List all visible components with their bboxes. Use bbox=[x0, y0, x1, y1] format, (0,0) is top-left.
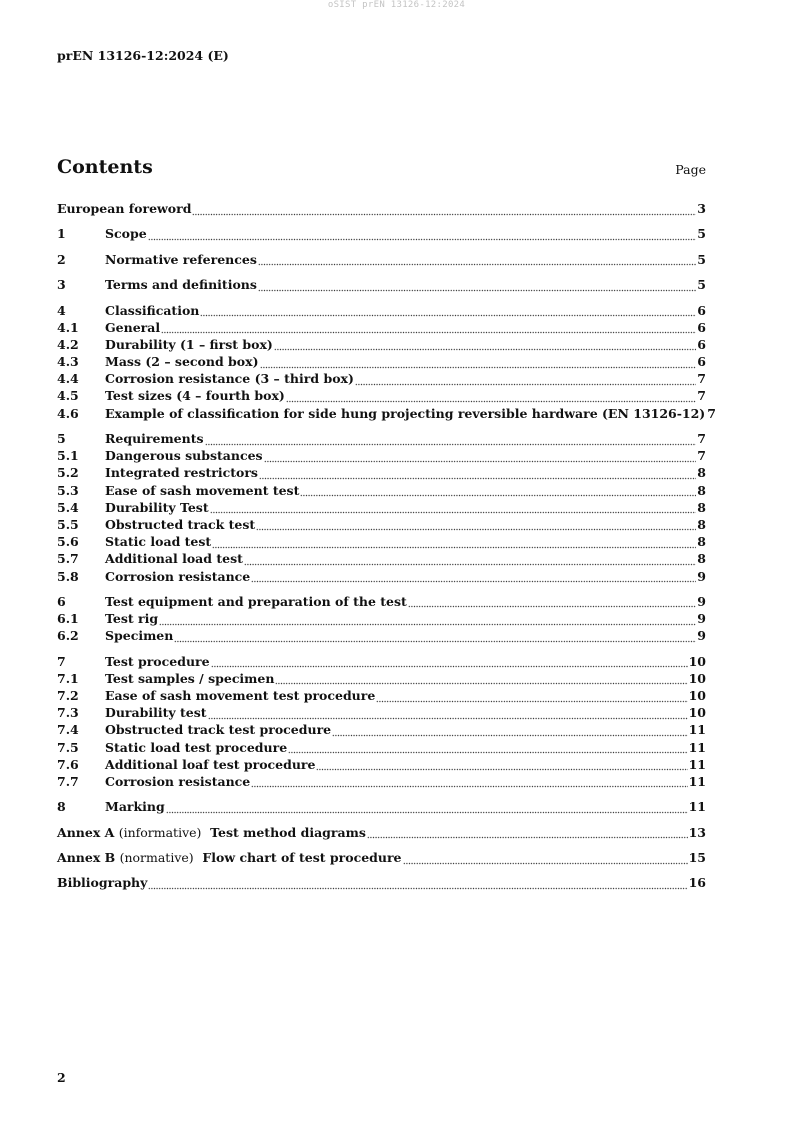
contents-heading: Contents bbox=[57, 156, 153, 178]
toc-entry-foreword[interactable]: European foreword 3 bbox=[57, 201, 706, 216]
toc-entry-3[interactable]: 3 Terms and definitions 5 bbox=[57, 277, 706, 293]
toc-entry-5-6[interactable]: 5.6 Static load test 8 bbox=[57, 534, 706, 550]
page-number: 2 bbox=[57, 1070, 66, 1085]
toc-entry-5[interactable]: 5 Requirements 7 bbox=[57, 431, 706, 446]
toc-entry-5-2[interactable]: 5.2 Integrated restrictors 8 bbox=[57, 465, 706, 481]
toc-entry-7[interactable]: 7 Test procedure 10 bbox=[57, 653, 706, 669]
toc-entry-5-1[interactable]: 5.1 Dangerous substances 7 bbox=[57, 448, 706, 464]
table-of-contents bbox=[57, 200, 716, 892]
toc-entry-5-4[interactable]: 5.4 Durability Test 8 bbox=[57, 499, 706, 515]
page-column-label: Page bbox=[675, 162, 706, 177]
toc-entry-6-2[interactable]: 6.2 Specimen 9 bbox=[57, 628, 706, 644]
toc-entry-1[interactable]: 1 Scope 5 bbox=[57, 226, 706, 242]
toc-entry-7-1[interactable]: 7.1 Test samples / specimen 10 bbox=[57, 670, 706, 686]
toc-entry-4-6[interactable]: 4.6 Example of classification for side hung projecting reversible hardware (EN 13126-12) 7 bbox=[57, 405, 716, 421]
toc-entry-7-2[interactable]: 7.2 Ease of sash movement test procedure 10 bbox=[57, 688, 706, 703]
toc-entry-4-5[interactable]: 4.5 Test sizes (4 – fourth box) 7 bbox=[57, 388, 706, 404]
toc-entry-5-8[interactable]: 5.8 Corrosion resistance 9 bbox=[57, 568, 706, 584]
toc-entry-5-3[interactable]: 5.3 Ease of sash movement test 8 bbox=[57, 482, 706, 498]
toc-entry-4-4[interactable]: 4.4 Corrosion resistance (3 – third box) 7 bbox=[57, 371, 706, 387]
toc-entry-7-6[interactable]: 7.6 Additional loaf test procedure 11 bbox=[57, 756, 706, 772]
toc-entry-4[interactable]: 4 Classification 6 bbox=[57, 302, 706, 318]
toc-entry-7-7[interactable]: 7.7 Corrosion resistance 11 bbox=[57, 773, 706, 789]
toc-entry-5-5[interactable]: 5.5 Obstructed track test 8 bbox=[57, 516, 706, 532]
watermark: oSIST prEN 13126-12:2024 bbox=[327, 0, 466, 10]
toc-entry-2[interactable]: 2 Normative references 5 bbox=[57, 251, 706, 267]
toc-entry-6-1[interactable]: 6.1 Test rig 9 bbox=[57, 611, 706, 627]
toc-entry-4-1[interactable]: 4.1 General 6 bbox=[57, 319, 706, 335]
toc-entry-bibliography[interactable]: Bibliography 16 bbox=[57, 875, 706, 891]
toc-entry-6[interactable]: 6 Test equipment and preparation of the test 9 bbox=[57, 593, 706, 609]
document-id: prEN 13126-12:2024 (E) bbox=[57, 48, 229, 63]
toc-entry-7-5[interactable]: 7.5 Static load test procedure 11 bbox=[57, 739, 706, 755]
toc-entry-annex-a[interactable]: Annex A (informative) Test method diagrams 13 bbox=[57, 824, 706, 840]
toc-entry-5-7[interactable]: 5.7 Additional load test 8 bbox=[57, 551, 706, 567]
toc-entry-7-4[interactable]: 7.4 Obstructed track test procedure 11 bbox=[57, 722, 706, 738]
toc-entry-8[interactable]: 8 Marking 11 bbox=[57, 799, 706, 815]
toc-entry-4-2[interactable]: 4.2 Durability (1 – first box) 6 bbox=[57, 336, 706, 352]
toc-entry-annex-b[interactable]: Annex B (normative) Flow chart of test procedure 15 bbox=[57, 850, 706, 866]
toc-entry-4-3[interactable]: 4.3 Mass (2 – second box) 6 bbox=[57, 354, 706, 370]
toc-entry-7-3[interactable]: 7.3 Durability test 10 bbox=[57, 705, 706, 721]
